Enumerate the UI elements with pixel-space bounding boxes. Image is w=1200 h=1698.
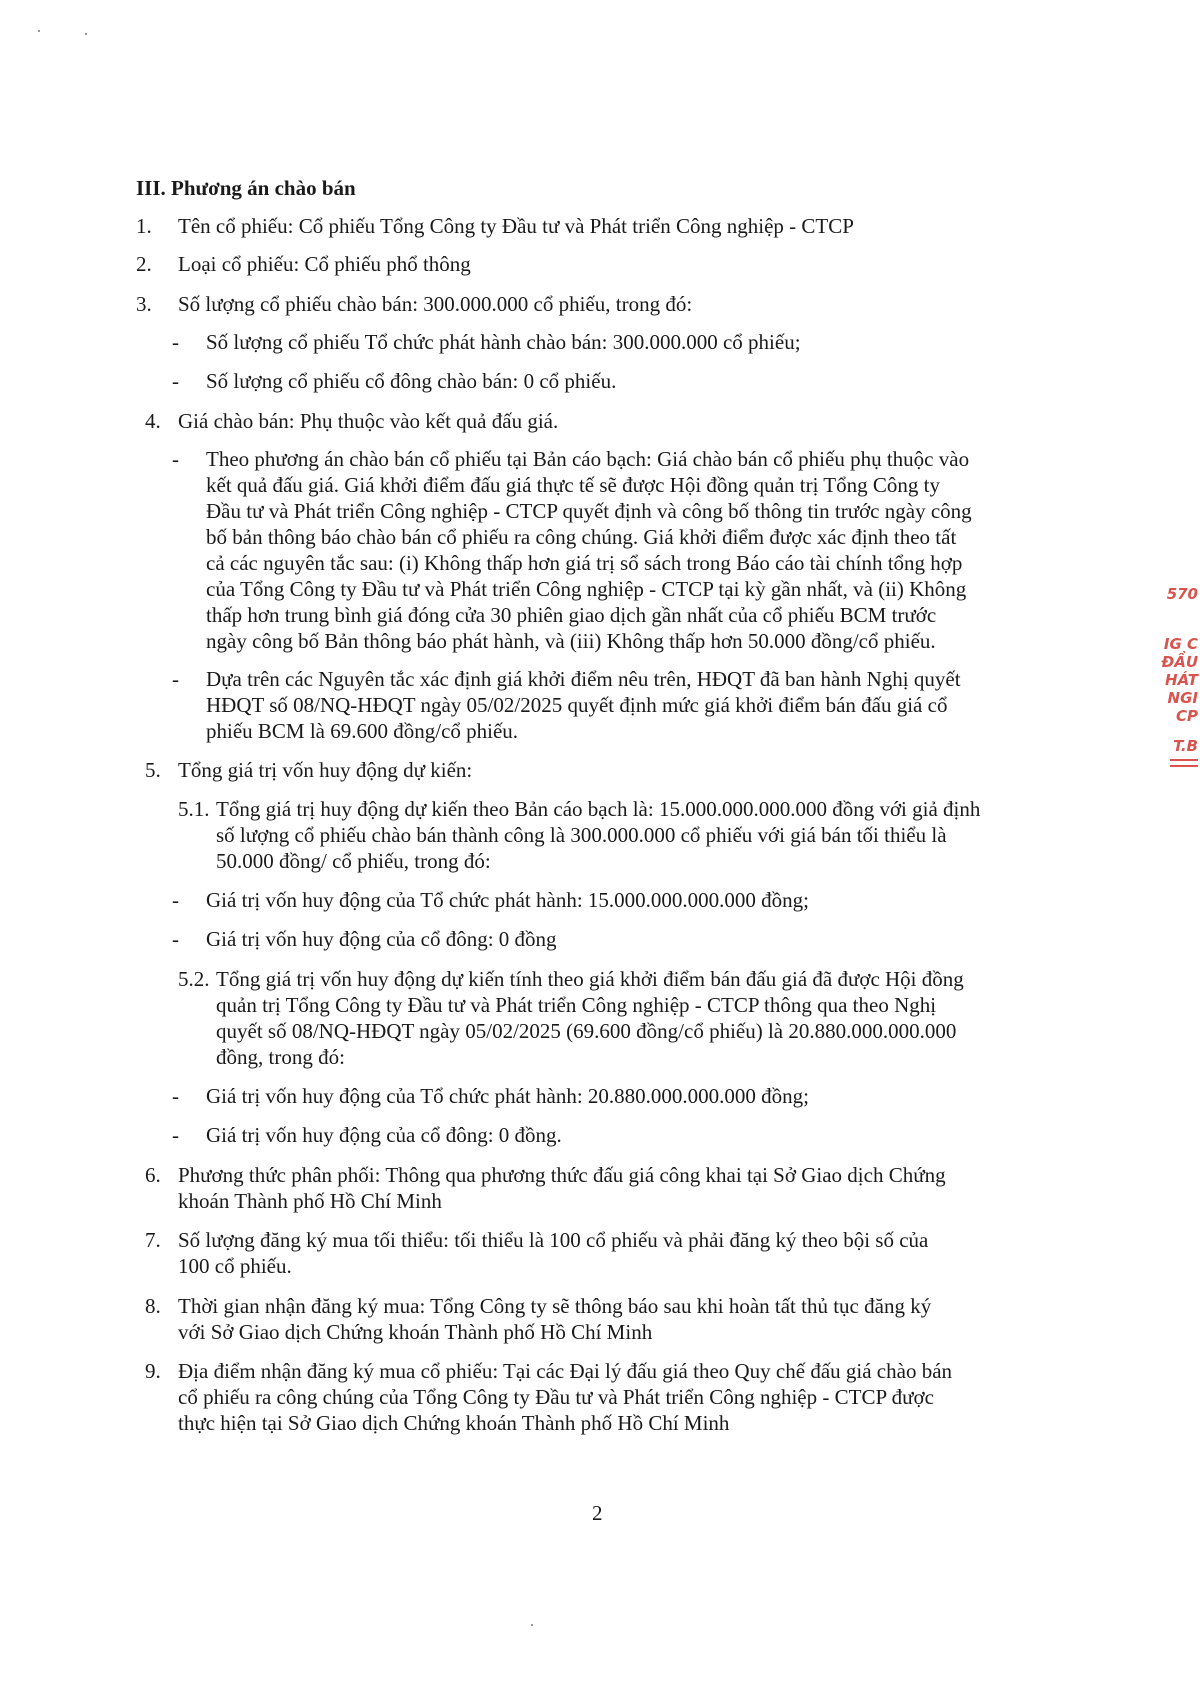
subitem-text-line: đồng, trong đó: [216,1045,345,1069]
item-text-line: với Sở Giao dịch Chứng khoán Thành phố Hồ Chí Minh [178,1320,653,1344]
scan-speck [38,30,40,32]
bullet-text-line: HĐQT số 08/NQ-HĐQT ngày 05/02/2025 quyết định mức giá khởi điểm bán đấu giá cổ [206,693,948,717]
bullet-dash: - [172,888,179,912]
bullet-text-line: phiếu BCM là 69.600 đồng/cổ phiếu. [206,719,519,743]
item-text: Giá chào bán: Phụ thuộc vào kết quả đấu giá. [178,409,559,433]
seal-text: IG C [1163,635,1198,653]
item-text: Tổng giá trị vốn huy động dự kiến: [178,758,473,782]
item-text: Loại cổ phiếu: Cổ phiếu phổ thông [178,252,471,276]
seal-text: NGI [1167,689,1198,707]
bullet-text-line: bố bản thông báo chào bán cổ phiếu ra công chúng. Giá khởi điểm được xác định theo tất [206,525,957,549]
seal-text: CP [1175,707,1198,725]
item-text-line: Thời gian nhận đăng ký mua: Tổng Công ty sẽ thông báo sau khi hoàn tất thủ tục đăng ký [178,1294,932,1318]
item-text-line: Số lượng đăng ký mua tối thiểu: tối thiểu là 100 cổ phiếu và phải đăng ký theo bội số của [178,1228,929,1252]
bullet-text-line: Dựa trên các Nguyên tắc xác định giá khởi điểm nêu trên, HĐQT đã ban hành Nghị quyết [206,667,961,691]
subitem-text-line: số lượng cổ phiếu chào bán thành công là 300.000.000 cổ phiếu với giá bán tối thiểu là [216,823,947,847]
item-text-line: Địa điểm nhận đăng ký mua cổ phiếu: Tại các Đại lý đấu giá theo Quy chế đấu giá chào bán [178,1359,953,1383]
bullet-text: Giá trị vốn huy động của cổ đông: 0 đồng [206,927,557,951]
subitem-text-line: 50.000 đồng/ cổ phiếu, trong đó: [216,849,491,873]
bullet-text-line: Đầu tư và Phát triển Công nghiệp - CTCP quyết định và công bố thông tin trước ngày công [206,499,972,523]
item-number: 7. [145,1228,161,1252]
item-text-line: khoán Thành phố Hồ Chí Minh [178,1189,442,1213]
item-number: 8. [145,1294,161,1318]
bullet-dash: - [172,447,179,471]
bullet-text: Giá trị vốn huy động của Tổ chức phát hành: 15.000.000.000.000 đồng; [206,888,809,912]
item-text: Số lượng cổ phiếu chào bán: 300.000.000 cổ phiếu, trong đó: [178,292,693,316]
item-text-line: 100 cổ phiếu. [178,1254,292,1278]
item-number: 4. [145,409,161,433]
bullet-dash: - [172,667,179,691]
company-seal [1148,585,1200,795]
bullet-dash: - [172,927,179,951]
seal-text: 570 [1166,585,1198,603]
bullet-text-line: ngày công bố Bản thông báo phát hành, và (iii) Không thấp hơn 50.000 đồng/cổ phiếu. [206,629,936,653]
bullet-text: Giá trị vốn huy động của cổ đông: 0 đồng. [206,1123,562,1147]
item-number: 3. [136,292,152,316]
seal-text: ĐẦU [1161,653,1198,671]
seal-rule [1170,765,1198,767]
subitem-text-line: Tổng giá trị vốn huy động dự kiến tính theo giá khởi điểm bán đấu giá đã được Hội đồng [216,967,964,991]
item-number: 5. [145,758,161,782]
subitem-number: 5.1. [178,797,210,821]
seal-text: HÁT [1165,671,1198,689]
section-heading: III. Phương án chào bán [136,176,356,200]
bullet-text: Số lượng cổ phiếu cổ đông chào bán: 0 cổ phiếu. [206,369,617,393]
bullet-dash: - [172,330,179,354]
scan-speck [531,1624,533,1626]
scan-speck [85,33,87,35]
bullet-dash: - [172,1123,179,1147]
bullet-dash: - [172,369,179,393]
seal-rule [1170,759,1198,761]
bullet-text-line: thấp hơn trung bình giá đóng cửa 30 phiên giao dịch gần nhất của cổ phiếu BCM trước [206,603,937,627]
item-number: 6. [145,1163,161,1187]
bullet-text-line: Theo phương án chào bán cổ phiếu tại Bản cáo bạch: Giá chào bán cổ phiếu phụ thuộc vào [206,447,970,471]
page-number: 2 [592,1501,603,1525]
bullet-text-line: kết quả đấu giá. Giá khởi điểm đấu giá thực tế sẽ được Hội đồng quản trị Tổng Công ty [206,473,940,497]
bullet-text-line: của Tổng Công ty Đầu tư và Phát triển Công nghiệp - CTCP tại kỳ gần nhất, và (ii) Không [206,577,967,601]
bullet-text: Giá trị vốn huy động của Tổ chức phát hành: 20.880.000.000.000 đồng; [206,1084,809,1108]
item-text-line: thực hiện tại Sở Giao dịch Chứng khoán Thành phố Hồ Chí Minh [178,1411,730,1435]
item-text-line: cổ phiếu ra công chúng của Tổng Công ty Đầu tư và Phát triển Công nghiệp - CTCP được [178,1385,934,1409]
item-number: 2. [136,252,152,276]
item-text-line: Phương thức phân phối: Thông qua phương thức đấu giá công khai tại Sở Giao dịch Chứng [178,1163,946,1187]
item-number: 1. [136,214,152,238]
item-text: Tên cổ phiếu: Cổ phiếu Tổng Công ty Đầu tư và Phát triển Công nghiệp - CTCP [178,214,854,238]
bullet-text: Số lượng cổ phiếu Tổ chức phát hành chào bán: 300.000.000 cổ phiếu; [206,330,801,354]
seal-text: T.B [1173,737,1198,755]
subitem-text-line: quyết số 08/NQ-HĐQT ngày 05/02/2025 (69.600 đồng/cổ phiếu) là 20.880.000.000.000 [216,1019,957,1043]
subitem-number: 5.2. [178,967,210,991]
subitem-text-line: Tổng giá trị huy động dự kiến theo Bản cáo bạch là: 15.000.000.000.000 đồng với giả định [216,797,981,821]
bullet-text-line: cả các nguyên tắc sau: (i) Không thấp hơn giá trị sổ sách trong Báo cáo tài chính tổng hợp [206,551,963,575]
bullet-dash: - [172,1084,179,1108]
subitem-text-line: quản trị Tổng Công ty Đầu tư và Phát triển Công nghiệp - CTCP thông qua theo Nghị [216,993,937,1017]
item-number: 9. [145,1359,161,1383]
